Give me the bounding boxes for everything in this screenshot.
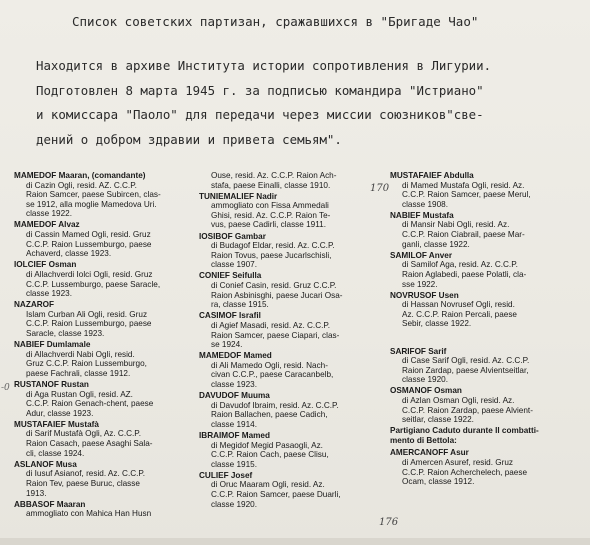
partisan-detail: di Davudof Ibraim, resid. Az. C.C.P. [211,400,339,410]
partisan-name: NAZAROF [14,300,55,310]
partisan-detail: di Case Sarif Ogli, resid. Az. C.C.P. [402,356,530,366]
partisan-detail: Islam Curban Ali Ogli, resid. Gruz [26,309,148,319]
partisan-name: MAMEDOF Mamed [199,351,272,361]
partisan-name: MAMEDOF Alvaz [14,220,80,230]
intro-line: и комиссара "Паоло" для передачи через миссии союзников"све- [36,107,484,122]
cut-off-next-line [0,538,590,545]
partisan-detail: C.C.P. Raion Ciabrail, paese Mar- [402,230,525,240]
partisan-detail: 1913. [26,488,47,498]
partisan-entry [14,220,204,258]
partisan-detail: Raion Samcer, paese Subircen, clas- [26,190,161,200]
partisan-list-column-3 [390,171,580,488]
partisan-name: SAMILOF Anver [390,250,453,260]
partisan-entry [14,171,204,219]
partisan-list-column-1 [14,171,204,520]
partisan-name: OSMANOF Osman [390,386,462,396]
partisan-name: SARIFOF Sarif [390,346,447,356]
partisan-entry [390,251,580,289]
partisan-entry [199,271,389,309]
partisan-detail: ganli, classe 1922. [402,239,470,249]
partisan-detail: di Sarif Mustafà Ogli, Az. C.C.P. [26,429,141,439]
partisan-detail: C.C.P. Raion Acherchelech, paese [402,467,528,477]
partisan-detail: classe 1908. [402,199,448,209]
partisan-detail: stafa, paese Einalli, classe 1910. [211,180,331,190]
partisan-entry [199,192,389,230]
partisan-name: NABIEF Mustafa [390,210,454,220]
partisan-detail: se 1924. [211,340,243,350]
partisan-detail: vus, paese Cadirli, classe 1911. [211,220,326,230]
partisan-name: MUSTAFAIEF Abdulla [390,171,474,180]
partisan-entry [14,260,204,298]
partisan-detail: Achaverd, classe 1923. [26,249,112,259]
partisan-detail: classe 1914. [211,419,257,429]
partisan-entry [199,232,389,270]
partisan-detail: C.C.P. Raion Cach, paese Clisu, [211,450,329,460]
partisan-detail: ra, classe 1915. [211,300,269,310]
intro-line: Находится в архиве Института истории сопротивления в Лигурии. [36,58,492,73]
partisan-detail: C.C.P. Raion Zardap, paese Alvient- [402,405,533,415]
partisan-detail: C.C.P. Raion Lussemburgo, paese [26,319,152,329]
partisan-detail: Sebir, classe 1922. [402,319,472,329]
intro-line: дений о добром здравии и привета семьям". [36,131,342,147]
partisan-detail: di Allachverdi Iolci Ogli, resid. Gruz [26,269,153,279]
partisan-name: NOVRUSOF Usen [390,290,459,300]
partisan-detail: di Iusuf Asianof, resid. Az. C.C.P. [26,469,146,479]
partisan-detail: C.C.P. Lussemburgo, paese Saracle, [26,279,161,289]
partisan-detail: di Agief Masadi, resid. Az. C.C.P. [211,320,331,330]
partisan-detail: ammogliato con Mahica Han Husn [26,509,152,519]
partisan-entry [14,300,204,338]
partisan-entry [390,171,580,209]
spacer [390,331,580,339]
fallen-partisan-heading [390,426,580,445]
partisan-entry [199,431,389,469]
partisan-detail: classe 1923. [211,379,257,389]
partisan-detail: di Oruc Maaram Ogli, resid. Az. [211,480,325,490]
partisan-detail: classe 1907. [211,260,257,270]
partisan-detail: Raion Tev, paese Buruc, classe [26,478,140,488]
partisan-detail: Adur, classe 1923. [26,408,94,418]
partisan-detail: di Amercen Asuref, resid. Gruz [402,458,514,468]
partisan-entry [199,471,389,509]
partisan-detail: Raion Tovus, paese Jucarlschisli, [211,250,332,260]
intro-line: Подготовлен 8 марта 1945 г. за подписью командира "Истриано" [36,82,484,98]
partisan-entry [14,420,204,458]
partisan-entry [390,448,580,486]
partisan-detail: C.C.P. Raion Genach-chent, paese [26,399,154,409]
partisan-detail: Ocam, classe 1912. [402,477,475,487]
partisan-detail: di Mansir Nabi Ogli, resid. Az. [402,220,510,230]
partisan-detail: Gruz C.C.P. Raion Lussemburgo, [26,359,147,369]
partisan-detail: di Mamed Mustafa Ogli, resid. Az. [402,180,525,190]
partisan-entry [390,347,580,385]
partisan-name: ABBASOF Maaran [14,499,86,509]
partisan-detail: classe 1920. [402,375,448,385]
partisan-detail: Raion Zardap, paese Alvientseitlar, [402,365,529,375]
section-heading-line: Partigiano Caduto durante Il combatti- [390,426,539,436]
partisan-entry [14,500,204,519]
partisan-name: CASIMOF Israfil [199,311,261,321]
partisan-name: TUNIEMALIEF Nadir [199,191,278,201]
partisan-entry [390,386,580,424]
partisan-name: AMERCANOFF Asur [390,448,469,458]
partisan-detail: cli, classe 1924. [26,448,85,458]
handwritten-page-number: 176 [379,517,399,528]
partisan-detail: se 1912, alla moglie Mamedova Uri. [26,199,157,209]
partisan-detail: civan C.C.P., paese Caracanbelb, [211,370,334,380]
partisan-detail: Az. C.C.P. Raion Percali, paese [402,309,517,319]
partisan-name: MAMEDOF Maaran, (comandante) [14,171,146,180]
partisan-detail: C.C.P. Raion Samcer, paese Merul, [402,190,531,200]
partisan-detail: classe 1923. [26,289,72,299]
partisan-detail: Raion Casach, paese Asaghi Sala- [26,439,153,449]
partisan-detail: di Azlan Osman Ogli, resid. Az. [402,395,515,405]
partisan-name: NABIEF Dumlamale [14,340,91,350]
partisan-name: CULIEF Josef [199,470,253,480]
partisan-detail: di Hassan Novrusef Ogli, resid. [402,300,515,310]
partisan-detail: Raion Samcer, paese Ciapari, clas- [211,330,340,340]
partisan-detail: ammogliato con Fissa Ammedali [211,201,329,211]
partisan-name: MUSTAFAIEF Mustafà [14,419,99,429]
partisan-detail: Saracle, classe 1923. [26,329,105,338]
partisan-detail: di Aga Rustan Ogli, resid. AZ. [26,389,133,399]
partisan-name: IOSIBOF Gambar [199,231,266,241]
document-title: Список советских партизан, сражавшихся в "Бригаде Чао" [72,14,479,29]
partisan-name: CONIEF Seifulla [199,271,262,281]
partisan-detail: di Megidof Megid Pasaogli, Az. [211,440,323,450]
partisan-name: RUSTANOF Rustan [14,379,89,389]
partisan-detail: Raion Aglabedi, paese Polatli, cla- [402,269,527,279]
partisan-detail: C.C.P. Raion Lussemburgo, paese [26,239,152,249]
partisan-entry [14,460,204,498]
partisan-detail: di Ali Mamedo Ogli, resid. Nach- [211,360,328,370]
spacer [390,339,580,347]
partisan-detail: classe 1920. [211,499,257,509]
partisan-entry [199,351,389,389]
partisan-detail: seitlar, classe 1922. [402,415,474,425]
section-heading-line: mento di Bettola: [390,435,457,445]
partisan-detail: di Conief Casin, resid. Gruz C.C.P. [211,281,337,291]
partisan-detail: di Budagof Eldar, resid. Az. C.C.P. [211,241,335,251]
partisan-name: ASLANOF Musa [14,459,77,469]
handwritten-page-number: 170 [370,183,390,194]
partisan-detail: Raion Ballachen, paese Cadich, [211,410,328,420]
partisan-detail: classe 1922. [26,209,72,219]
partisan-detail: Raion Asbinisghi, paese Jucari Osa- [211,290,343,300]
partisan-entry [390,291,580,329]
partisan-detail: di Samilof Aga, resid. Az. C.C.P. [402,260,518,270]
partisan-entry [14,340,204,378]
partisan-detail: classe 1915. [211,459,257,469]
partisan-name: DAVUDOF Muuma [199,391,270,401]
partisan-name: IBRAIMOF Mamed [199,430,270,440]
intro-paragraph [36,54,590,152]
handwritten-margin-mark: -0 [1,383,10,393]
partisan-list-column-2 [199,171,389,511]
partisan-entry [199,311,389,349]
partisan-detail: C.C.P. Raion Samcer, paese Duarli, [211,490,341,499]
partisan-detail: Ouse, resid. Az. C.C.P. Raion Ach- [211,171,337,180]
partisan-detail: di Cazin Ogli, resid. AZ. C.C.P. [26,180,137,190]
partisan-entry [199,391,389,429]
partisan-entry [14,380,204,418]
partisan-name: IOLCIEF Osman [14,260,77,270]
partisan-entry [390,211,580,249]
partisan-detail: Ghisi, resid. Az. C.C.P. Raion Te- [211,210,331,220]
partisan-detail: paese Fachrali, classe 1912. [26,368,131,378]
partisan-detail: di Allachverdi Nabi Ogli, resid. [26,349,135,359]
partisan-entry-continued [199,171,389,190]
partisan-detail: sse 1922. [402,279,438,289]
partisan-detail: di Cassin Mamed Ogli, resid. Gruz [26,230,151,240]
